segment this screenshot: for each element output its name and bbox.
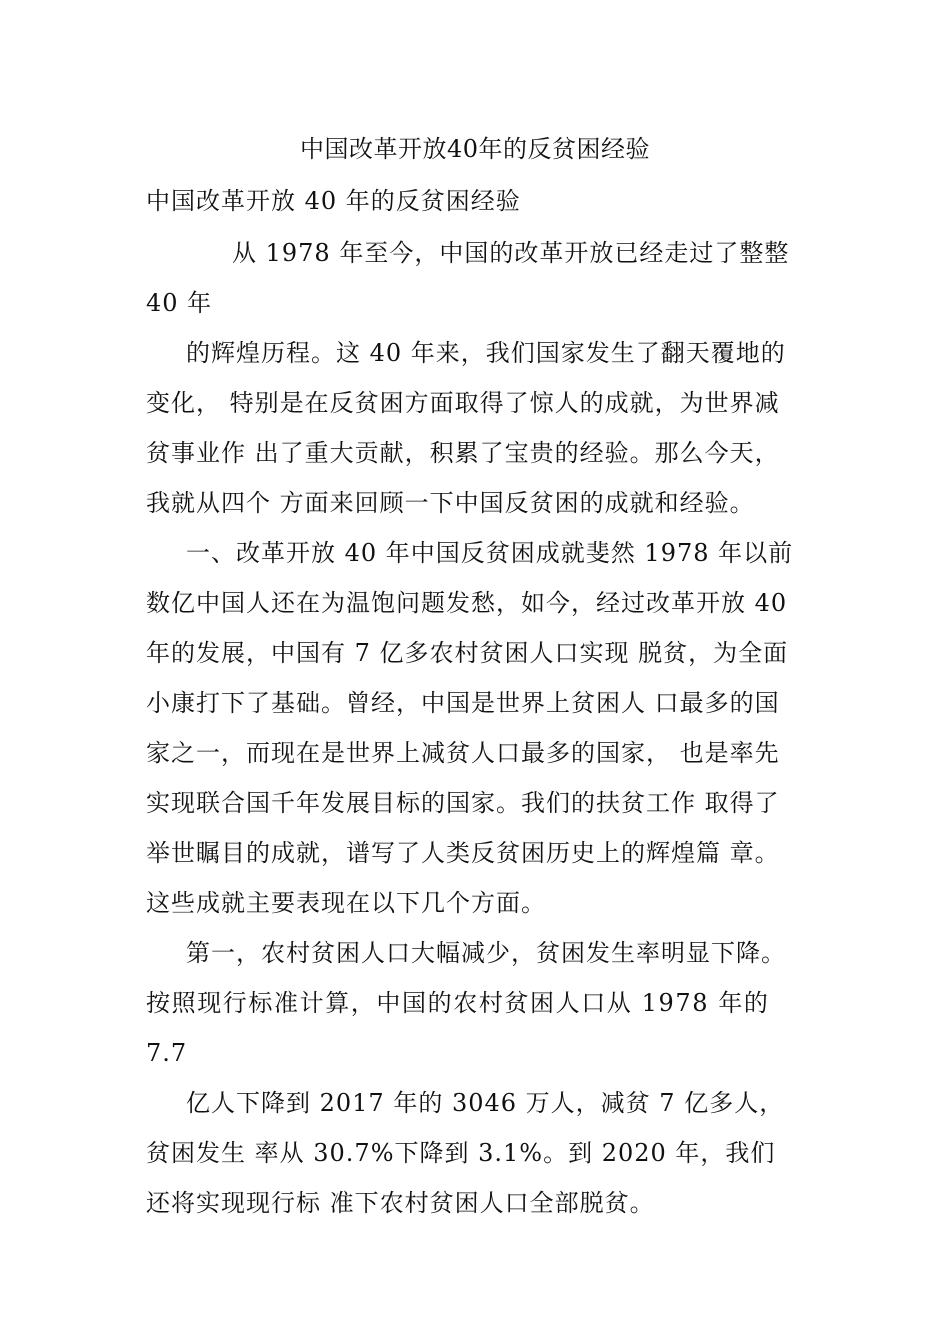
body-line: 贫事业作 出了重大贡献，积累了宝贵的经验。那么今天， (146, 439, 780, 467)
body-line: 从 1978 年至今，中国的改革开放已经走过了整整 (232, 239, 790, 267)
body-line: 数亿中国人还在为温饱问题发愁，如今，经过改革开放 40 (146, 589, 788, 617)
body-line: 家之一，而现在是世界上减贫人口最多的国家， 也是率先 (146, 739, 780, 767)
body-line: 40 年 (146, 289, 213, 317)
body-line: 我就从四个 方面来回顾一下中国反贫困的成就和经验。 (146, 489, 755, 517)
body-line: 年的发展，中国有 7 亿多农村贫困人口实现 脱贫，为全面 (146, 639, 789, 667)
document-title: 中国改革开放40年的反贫困经验 (299, 135, 651, 163)
body-line: 一、改革开放 40 年中国反贫困成就斐然 1978 年以前 (186, 539, 794, 567)
body-line: 7.7 (146, 1039, 188, 1067)
body-line: 变化， 特别是在反贫困方面取得了惊人的成就，为世界减 (146, 389, 780, 417)
body-line: 小康打下了基础。曾经，中国是世界上贫困人 口最多的国 (146, 689, 780, 717)
body-line: 亿人下降到 2017 年的 3046 万人，减贫 7 亿多人， (186, 1089, 785, 1117)
subtitle-line: 中国改革开放 40 年的反贫困经验 (146, 187, 521, 215)
body-line: 按照现行标准计算，中国的农村贫困人口从 1978 年的 (146, 989, 770, 1017)
body-line: 第一，农村贫困人口大幅减少，贫困发生率明显下降。 (186, 939, 786, 967)
body-line: 还将实现现行标 准下农村贫困人口全部脱贫。 (146, 1189, 655, 1217)
body-line: 实现联合国千年发展目标的国家。我们的扶贫工作 取得了 (146, 789, 780, 817)
body-line: 这些成就主要表现在以下几个方面。 (146, 889, 546, 917)
body-line: 贫困发生 率从 30.7%下降到 3.1%。到 2020 年，我们 (146, 1139, 776, 1167)
body-line: 的辉煌历程。这 40 年来，我们国家发生了翻天覆地的 (186, 339, 786, 367)
body-line: 举世瞩目的成就，谱写了人类反贫困历史上的辉煌篇 章。 (146, 839, 780, 867)
